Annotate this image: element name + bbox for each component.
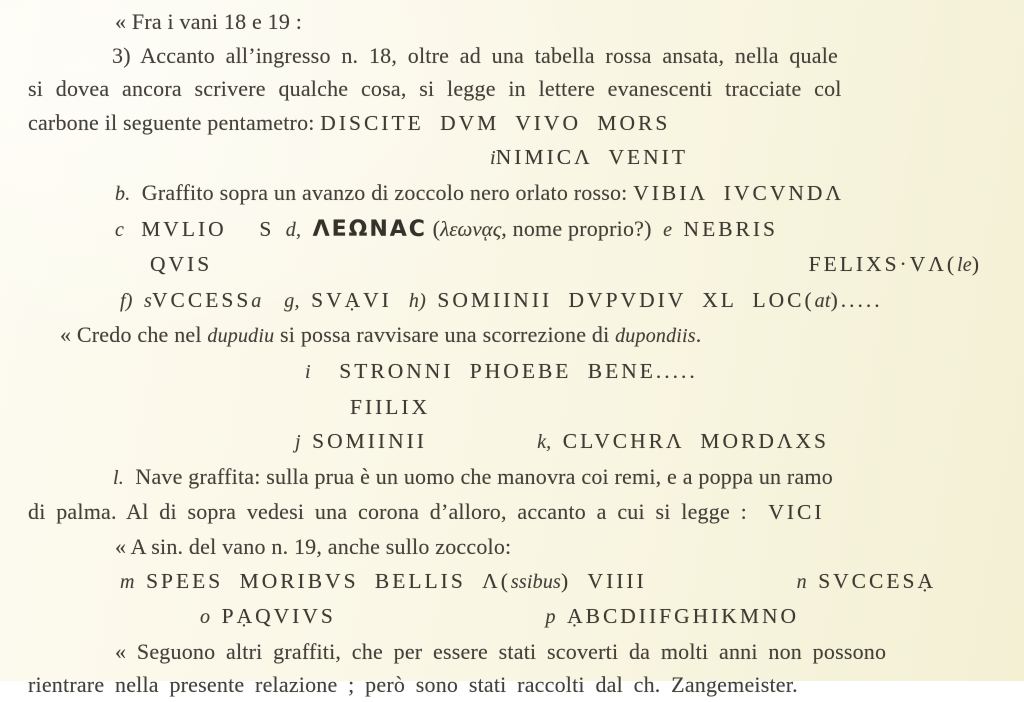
text-line: [0, 5, 1024, 39]
epigraphic-text: QVIS: [150, 252, 213, 277]
epigraphic-text: STRONNI PHOEBE BENE.....: [339, 358, 698, 383]
text-line: [0, 39, 1024, 73]
body-text: « Seguono altri graffiti, che per essere stati scoverti da molti anni non possono: [115, 638, 887, 664]
body-text: (: [426, 215, 441, 241]
body-text: c: [115, 218, 125, 241]
body-text: .: [695, 322, 702, 348]
body-text: at: [814, 289, 831, 312]
body-text: Nave graffita: sulla prua è un uomo che manovra coi remi, e a poppa un ramo: [123, 463, 833, 489]
text-segment-group: [545, 599, 799, 635]
epigraphic-text: ).....: [830, 287, 883, 312]
epigraphic-text: ẠBCDIIFGHIKMNO: [567, 604, 799, 629]
text-segment-group: [537, 424, 829, 460]
text-segment-group: [200, 599, 336, 635]
text-segment-group: [115, 639, 886, 664]
epigraphic-text: SOMIINII: [312, 429, 427, 454]
epigraphic-text: SOMIINII DVPVDIV XL LOC(: [437, 287, 815, 312]
body-text: s: [144, 289, 153, 312]
epigraphic-text: VCCESS: [152, 287, 252, 312]
body-text: k,: [537, 431, 552, 454]
text-line: [0, 530, 1024, 564]
text-segment-group: [28, 76, 842, 101]
body-text: [652, 216, 663, 241]
body-text: i: [305, 360, 311, 383]
body-text: l.: [113, 466, 124, 489]
body-text: « Fra i vani 18 e 19 :: [115, 9, 303, 34]
text-line: [0, 424, 1024, 460]
text-segment-group: [28, 672, 798, 697]
text-segment-group: [115, 180, 844, 205]
body-text: Graffito sopra un avanzo di zoccolo nero orlato rosso:: [130, 179, 634, 205]
text-segment-group: [120, 564, 647, 600]
text-segment-group: [350, 394, 430, 419]
body-text: m: [120, 570, 135, 593]
body-text: 3) Accanto all’ingresso n. 18, oltre ad una tabella rossa ansata, nella quale: [112, 42, 839, 68]
body-text: f): [120, 289, 133, 312]
body-text: [210, 603, 221, 628]
epigraphic-text: ): [971, 252, 982, 277]
body-text: [261, 287, 284, 312]
text-line: [0, 354, 1024, 390]
body-text: [426, 287, 437, 312]
body-text: p: [545, 606, 556, 629]
body-text: di palma. Al di sopra vedesi una corona d’alloro, accanto a cui si legge :: [28, 499, 769, 525]
body-text: [672, 216, 683, 241]
epigraphic-text: FIILIX: [350, 394, 431, 419]
text-segment-group: [112, 43, 838, 68]
body-text: [133, 287, 144, 312]
body-text: e: [663, 218, 673, 241]
body-text: λεωνᾳς: [440, 216, 502, 241]
text-segment-group: [797, 564, 936, 600]
body-text: [556, 603, 567, 628]
epigraphic-text: CLVCHRΛ MORDΛXS: [562, 429, 829, 454]
text-segment-group: [120, 287, 883, 312]
text-line: [0, 668, 1024, 702]
body-text: a: [251, 289, 262, 312]
text-line: [0, 564, 1024, 600]
body-text: g,: [284, 289, 300, 312]
body-text: b.: [115, 182, 131, 205]
body-text: [300, 287, 311, 312]
body-text: si dovea ancora scrivere qualche cosa, si legge in lettere evanescenti tracciate col: [28, 76, 842, 102]
text-line: [0, 247, 1024, 283]
epigraphic-text: DISCITE DVM VIVO MORS: [320, 110, 671, 135]
epigraphic-text: ΛΕΩΝΑC: [312, 216, 427, 242]
text-line: [0, 599, 1024, 635]
epigraphic-text: SVẠVI: [311, 287, 392, 312]
body-text: h): [408, 289, 426, 312]
text-segment-group: [305, 358, 698, 383]
text-segment-group: [115, 534, 511, 559]
body-text: dupondiis: [615, 325, 696, 348]
body-text: n: [796, 570, 807, 593]
body-text: rientrare nella presente relazione ; però sono stati raccolti dal ch. Zangemeister.: [28, 672, 798, 698]
body-text: dupudiu: [207, 325, 275, 348]
body-text: « Credo che nel: [60, 322, 208, 348]
body-text: i: [490, 147, 496, 170]
body-text: [124, 216, 141, 241]
epigraphic-text: NEBRIS: [683, 216, 779, 241]
epigraphic-text: VIBIΛ IVCVNDΛ: [633, 180, 844, 205]
epigraphic-text: PẠQVIVS: [221, 604, 336, 629]
text-line: [0, 106, 1024, 141]
body-text: [135, 568, 146, 593]
body-text: [274, 216, 285, 241]
text-line: [0, 318, 1024, 354]
text-segment-group: [295, 424, 427, 460]
body-text: [551, 428, 562, 453]
body-text: carbone il seguente pentametro:: [28, 109, 321, 135]
epigraphic-text: SVCCESẠ: [818, 568, 936, 593]
epigraphic-text: VICI: [768, 500, 825, 525]
page-lines: [0, 5, 1024, 702]
text-segment-group: [115, 216, 778, 241]
epigraphic-text: FELIXS·VΛ(: [808, 252, 957, 277]
text-segment-group: [115, 9, 302, 34]
body-text: ssibus: [510, 570, 562, 593]
text-line: [0, 495, 1024, 530]
body-text: [301, 216, 312, 241]
text-line: [0, 140, 1024, 176]
body-text: le: [956, 254, 972, 277]
body-text: [392, 287, 409, 312]
text-line: [0, 283, 1024, 319]
body-text: « A sin. del vano n. 19, anche sullo zoccolo:: [115, 533, 512, 559]
body-text: o: [200, 606, 211, 629]
body-text: si possa ravvisare una scorrezione di: [274, 322, 616, 348]
epigraphic-text: ) VIIII: [561, 568, 647, 593]
epigraphic-text: SPEES MORIBVS BELLIS Λ(: [146, 568, 511, 593]
body-text: , nome proprio?): [501, 215, 652, 241]
text-segment-group: [490, 144, 688, 169]
body-text: [807, 568, 818, 593]
text-segment-group: [150, 247, 212, 283]
epigraphic-text: NIMICΛ VENIT: [495, 145, 688, 170]
body-text: d,: [285, 218, 302, 241]
text-line: [0, 390, 1024, 425]
body-text: j: [295, 431, 301, 454]
epigraphic-text: MVLIO S: [141, 216, 275, 241]
body-text: [301, 428, 312, 453]
body-text: [311, 358, 340, 383]
text-segment-group: [28, 110, 670, 135]
text-line: [0, 635, 1024, 669]
text-segment-group: [28, 499, 825, 524]
text-segment-group: [113, 464, 833, 489]
text-line: [0, 460, 1024, 496]
text-line: [0, 212, 1024, 248]
text-line: [0, 176, 1024, 212]
text-line: [0, 72, 1024, 106]
text-segment-group: [809, 247, 982, 283]
text-segment-group: [60, 322, 702, 347]
